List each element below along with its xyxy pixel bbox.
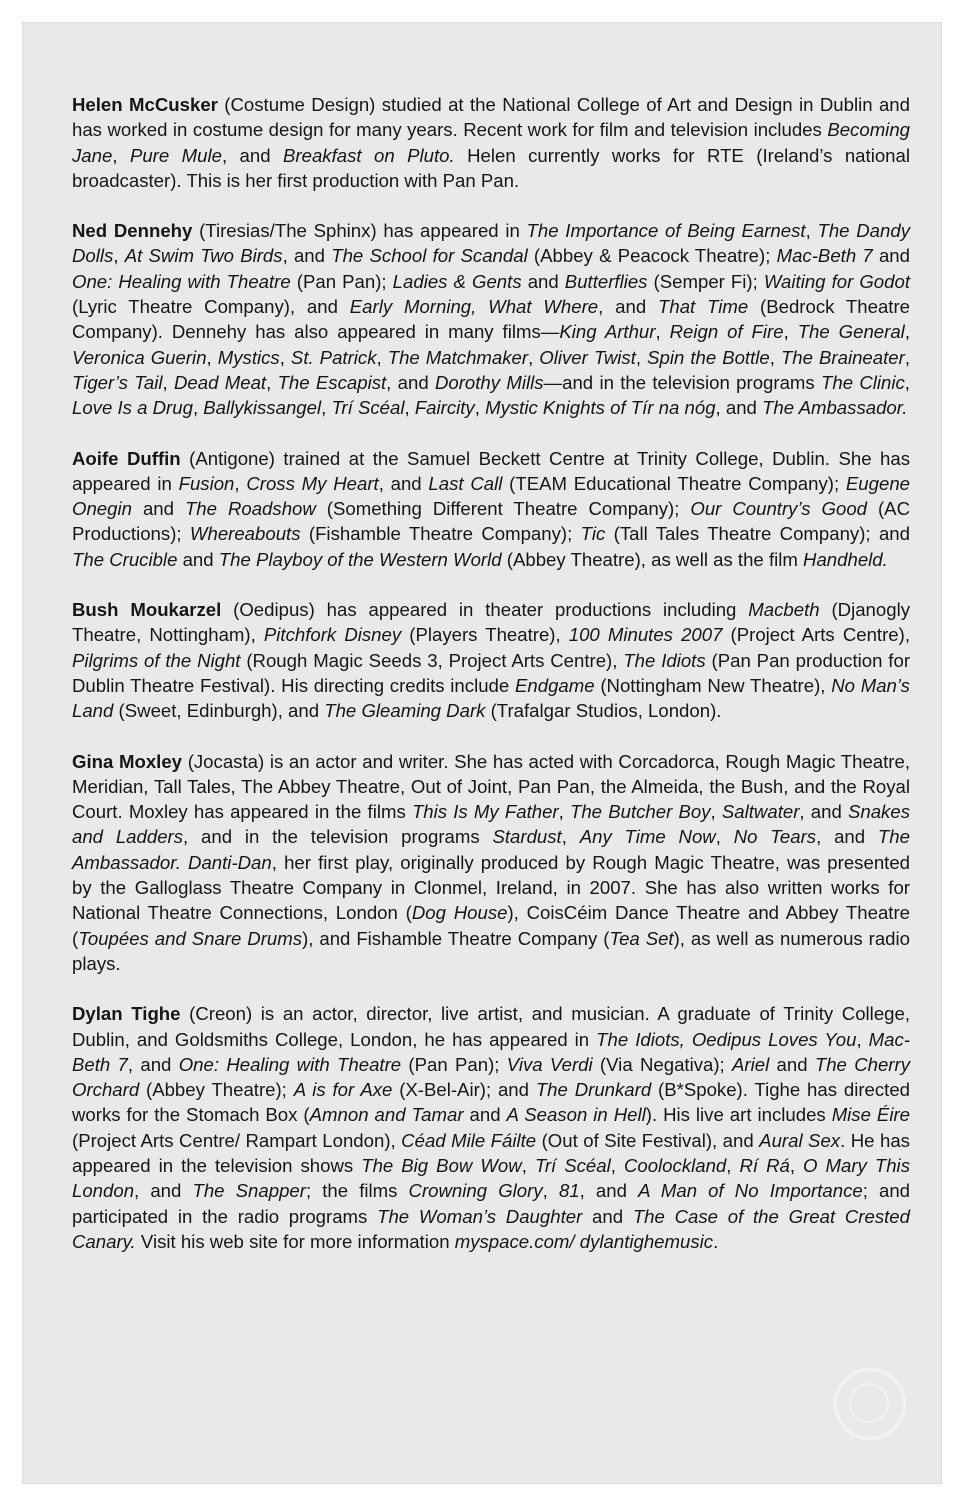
bio-text: ,: [558, 801, 570, 823]
bio-text: ,: [376, 346, 388, 368]
work-title: The Clinic: [821, 371, 905, 393]
bio-text: (Abbey & Peacock Theatre);: [527, 245, 777, 267]
work-title: The Ambassador.: [762, 397, 908, 419]
work-title: No Man’s Land: [72, 674, 910, 722]
work-title: Mac-Beth 7: [776, 245, 873, 267]
program-page: [22, 22, 942, 1484]
bio-name: Ned Dennehy: [72, 220, 193, 242]
work-title: Waiting for Godot: [763, 270, 910, 292]
bio-bush-moukarzel: [72, 597, 910, 723]
work-title: Amnon and Tamar: [309, 1104, 464, 1126]
work-title: Mac-Beth 7: [72, 1028, 910, 1075]
bio-text: and: [463, 1104, 507, 1126]
work-title: The Ambassador.: [72, 826, 910, 873]
bio-name: Aoife Duffin: [72, 447, 181, 469]
bio-text: , and in the television programs: [183, 826, 493, 848]
bio-text: ,: [635, 346, 648, 368]
bio-name: Bush Moukarzel: [72, 599, 222, 621]
work-title: Céad Mile Fáilte: [401, 1129, 537, 1151]
bio-text: (Project Arts Centre/ Rampart London),: [72, 1129, 402, 1151]
bio-text: ,: [726, 1154, 740, 1176]
work-title: Stardust: [492, 826, 562, 848]
work-title: The Dandy Dolls: [72, 220, 910, 267]
work-title: Fusion: [178, 472, 235, 494]
work-title: Mystic Knights of Tír na nóg: [485, 397, 716, 419]
bio-text: (Project Arts Centre),: [722, 624, 910, 646]
work-title: Reign of Fire: [669, 321, 784, 343]
bio-text: (Djanogly Theatre, Nottingham),: [72, 599, 910, 646]
bio-text: ; the films: [305, 1180, 409, 1202]
work-title: Aural Sex: [759, 1129, 841, 1151]
work-title: Dead Meat: [174, 371, 267, 393]
work-title: The Drunkard: [535, 1079, 652, 1101]
seal-watermark-icon: [834, 1368, 906, 1440]
bio-text: ,: [279, 346, 291, 368]
bio-text: ,: [528, 346, 540, 368]
work-title: The Playboy of the Western World: [218, 548, 502, 570]
bio-text: , her first play, originally produced by Rough Magic Theatre, was presented by the Galloglass Theatre Company in Clonmel, Ireland, in 2007. She has also written works for National Theatre Connections, London (: [72, 851, 911, 924]
bio-text: ,: [904, 346, 910, 368]
bio-text: ,: [521, 1154, 535, 1176]
work-title: The Braineater: [780, 346, 905, 368]
work-title: Danti-Dan: [188, 851, 272, 873]
bio-text: ,: [321, 397, 332, 419]
bio-text: , and: [386, 371, 435, 393]
bio-text: ,: [715, 826, 734, 848]
work-title: The Butcher Boy: [569, 801, 711, 823]
bio-text: ). His live art includes: [645, 1104, 832, 1126]
bio-text: , and: [816, 826, 878, 848]
work-title: The Snapper: [192, 1180, 306, 1202]
bio-text: (Fishamble Theatre Company);: [300, 523, 581, 545]
work-title: Tiger’s Tail: [72, 371, 163, 393]
bio-name: Dylan Tighe: [72, 1003, 181, 1025]
bio-text: (Antigone) trained at the Samuel Beckett Centre at Trinity College, Dublin. She has appeared in: [72, 447, 910, 494]
bio-text: ), and Fishamble Theatre Company (: [302, 927, 610, 949]
work-title: Last Call: [428, 472, 503, 494]
work-title: Oliver Twist: [539, 346, 636, 368]
bio-name: Gina Moxley: [72, 750, 183, 772]
bio-text: (Creon) is an actor, director, live artist, and musician. A graduate of Trinity College, Dublin, and Goldsmiths College, London, he has appeared in: [72, 1003, 911, 1050]
bio-text: . He has appeared in the television shows: [72, 1129, 910, 1176]
bio-text: (Players Theatre),: [401, 624, 569, 646]
work-title: Eugene Onegin: [72, 472, 911, 520]
bio-text: ,: [474, 397, 486, 419]
work-title: Becoming Jane: [72, 119, 910, 166]
bio-text: , and: [579, 1180, 639, 1202]
work-title: Veronica Guerin: [72, 346, 207, 368]
bio-text: ,: [710, 801, 722, 823]
work-title: Dog House: [411, 902, 508, 924]
work-title: O Mary This London: [72, 1154, 910, 1202]
bio-text: ,: [561, 826, 580, 848]
bio-dylan-tighe: [72, 1001, 910, 1254]
work-title: A Season in Hell: [506, 1104, 646, 1126]
bio-text: (AC Productions);: [72, 498, 910, 545]
bio-text: ,: [904, 371, 910, 393]
bio-text: (Abbey Theatre), as well as the film: [501, 548, 804, 570]
work-title: A is for Axe: [293, 1079, 393, 1101]
work-title: St. Patrick: [290, 346, 377, 368]
bio-text: , and: [127, 1053, 179, 1075]
bio-text: and: [177, 548, 219, 570]
work-title: That Time: [658, 296, 749, 318]
bio-text: Helen currently works for RTE (Ireland’s national broadcaster). This is her first production with Pan Pan.: [72, 144, 910, 191]
work-title: The Escapist: [277, 371, 387, 393]
bio-list: [72, 92, 910, 1279]
bio-text: (TEAM Educational Theatre Company);: [502, 472, 846, 494]
bio-text: ,: [769, 346, 781, 368]
bio-text: (Pan Pan);: [290, 270, 393, 292]
bio-helen-mccusker: [72, 92, 910, 193]
bio-text: ,: [113, 245, 125, 267]
bio-text: ,: [162, 371, 174, 393]
work-title: The Gleaming Dark: [324, 700, 486, 722]
bio-text: ,: [904, 321, 910, 343]
bio-text: and: [521, 270, 565, 292]
bio-text: ,: [789, 1154, 804, 1176]
bio-text: (Jocasta) is an actor and writer. She has acted with Corcadorca, Rough Magic Theatre, Meridian, Tall Tales, The Abbey Theatre, Out of Joint, Pan Pan, the Almeida, the Bush, and the Royal Court. Moxley has appeared in the films: [72, 750, 910, 823]
work-title: The Roadshow: [184, 498, 316, 520]
work-title: Any Time Now: [579, 826, 716, 848]
bio-text: .: [713, 1230, 719, 1252]
work-title: The Idiots, Oedipus Loves You: [596, 1028, 857, 1050]
bio-text: , and: [282, 245, 332, 267]
work-title: 100 Minutes 2007: [568, 624, 723, 646]
bio-text: , and: [799, 801, 848, 823]
bio-text: ,: [192, 397, 204, 419]
work-title: Mystics: [217, 346, 280, 368]
bio-text: ,: [234, 472, 247, 494]
work-title: Endgame: [514, 674, 595, 696]
work-title: The School for Scandal: [331, 245, 528, 267]
bio-text: (Tall Tales Theatre Company); and: [605, 523, 910, 545]
bio-text: (Lyric Theatre Company), and: [72, 296, 350, 318]
bio-text: ), CoisCéim Dance Theatre and Abbey Theatre (: [72, 902, 910, 949]
bio-text: and: [872, 245, 910, 267]
bio-text: (Nottingham New Theatre),: [594, 674, 832, 696]
work-title: 81: [558, 1180, 580, 1202]
work-title: The Matchmaker: [387, 346, 529, 368]
bio-name: Helen McCusker: [72, 94, 218, 115]
work-title: Snakes and Ladders: [72, 801, 910, 848]
bio-text: ,: [266, 371, 278, 393]
bio-text: (Pan Pan);: [401, 1053, 507, 1075]
work-title: The General: [797, 321, 905, 343]
bio-text: ,: [112, 144, 130, 166]
work-title: Cross My Heart: [246, 472, 379, 494]
bio-text: ,: [805, 220, 818, 242]
work-title: The Cherry Orchard: [72, 1053, 910, 1101]
work-title: One: Healing with Theatre: [72, 270, 291, 292]
bio-text: ), as well as numerous radio plays.: [72, 927, 910, 974]
work-title: myspace.com/ dylantighemusic: [454, 1230, 714, 1252]
bio-text: Visit his web site for more information: [135, 1230, 455, 1252]
work-title: Tic: [580, 523, 606, 545]
work-title: Pilgrims of the Night: [72, 649, 241, 671]
work-title: Trí Scéal: [331, 397, 405, 419]
work-title: Ladies & Gents: [392, 270, 522, 292]
bio-text: (Bedrock Theatre Company). Dennehy has also appeared in many films—: [72, 296, 911, 343]
work-title: At Swim Two Birds: [124, 245, 283, 267]
bio-text: ,: [655, 321, 670, 343]
bio-text: and: [131, 498, 185, 520]
bio-text: , and: [221, 144, 284, 166]
bio-ned-dennehy: [72, 218, 910, 420]
work-title: Crowning Glory: [408, 1180, 543, 1202]
bio-text: (Via Negativa);: [592, 1053, 733, 1075]
bio-text: ,: [856, 1028, 869, 1050]
bio-text: ,: [610, 1154, 624, 1176]
work-title: Toupées and Snare Drums: [78, 927, 303, 949]
work-title: Love Is a Drug: [72, 397, 193, 419]
bio-text: and: [769, 1053, 815, 1075]
work-title: One: Healing with Theatre: [178, 1053, 402, 1075]
bio-text: (X-Bel-Air); and: [392, 1079, 536, 1101]
bio-text: ; and participated in the radio programs: [72, 1180, 911, 1227]
bio-text: and: [582, 1205, 633, 1227]
work-title: The Woman’s Daughter: [377, 1205, 583, 1227]
bio-text: (Pan Pan production for Dublin Theatre Festival). His directing credits include: [72, 649, 911, 696]
bio-text: , and: [598, 296, 658, 318]
work-title: Coolockland: [623, 1154, 727, 1176]
work-title: The Importance of Being Earnest: [526, 220, 806, 242]
work-title: Ballykissangel: [203, 397, 322, 419]
work-title: The Big Bow Wow: [361, 1154, 522, 1176]
work-title: The Crucible: [72, 548, 178, 570]
work-title: Our Country’s Good: [690, 498, 867, 520]
bio-text: (Out of Site Festival), and: [536, 1129, 760, 1151]
work-title: Pure Mule: [129, 144, 222, 166]
work-title: Ariel: [732, 1053, 770, 1075]
work-title: Dorothy Mills: [434, 371, 544, 393]
bio-text: (Tiresias/The Sphinx) has appeared in: [192, 220, 527, 242]
bio-text: —and in the television programs: [543, 371, 821, 393]
work-title: Whereabouts: [189, 523, 301, 545]
bio-text: ,: [404, 397, 415, 419]
work-title: Spin the Bottle: [647, 346, 770, 368]
work-title: Viva Verdi: [506, 1053, 593, 1075]
work-title: Tea Set: [609, 927, 674, 949]
bio-gina-moxley: [72, 749, 910, 977]
work-title: Macbeth: [748, 599, 820, 621]
work-title: Saltwater: [721, 801, 800, 823]
bio-aoife-duffin: [72, 446, 910, 572]
bio-text: (B*Spoke). Tighe has directed works for the Stomach Box (: [72, 1079, 911, 1126]
bio-text: ,: [206, 346, 218, 368]
work-title: Mise Éire: [831, 1104, 910, 1126]
bio-text: (Sweet, Edinburgh), and: [113, 700, 325, 722]
work-title: Breakfast on Pluto.: [283, 144, 455, 166]
bio-text: , and: [378, 472, 429, 494]
work-title: The Case of the Great Crested Canary.: [72, 1205, 910, 1252]
work-title: The Idiots: [623, 649, 706, 671]
work-title: This Is My Father: [411, 801, 559, 823]
bio-text: ,: [783, 321, 798, 343]
bio-text: [181, 852, 188, 873]
bio-text: (Oedipus) has appeared in theater productions including: [221, 599, 749, 621]
bio-text: (Trafalgar Studios, London).: [485, 700, 722, 722]
bio-text: , and: [715, 397, 763, 419]
bio-text: (Abbey Theatre);: [139, 1079, 294, 1101]
bio-text: ,: [542, 1180, 559, 1202]
bio-text: (Something Different Theatre Company);: [315, 498, 691, 520]
bio-text: (Semper Fi);: [647, 270, 764, 292]
work-title: No Tears: [733, 826, 817, 848]
work-title: Trí Scéal: [534, 1154, 611, 1176]
work-title: King Arthur: [559, 321, 656, 343]
work-title: Pitchfork Disney: [263, 624, 402, 646]
work-title: Handheld.: [803, 548, 888, 570]
work-title: Rí Rá: [739, 1154, 790, 1176]
bio-text: , and: [134, 1180, 193, 1202]
work-title: Butterflies: [564, 270, 648, 292]
bio-text: (Costume Design) studied at the National College of Art and Design in Dublin and has worked in costume design for many years. Recent work for film and television includes: [72, 94, 910, 141]
bio-text: (Rough Magic Seeds 3, Project Arts Centre),: [240, 649, 624, 671]
work-title: A Man of No Importance: [638, 1180, 863, 1202]
work-title: Faircity: [414, 397, 475, 419]
work-title: Early Morning, What Where: [349, 296, 599, 318]
